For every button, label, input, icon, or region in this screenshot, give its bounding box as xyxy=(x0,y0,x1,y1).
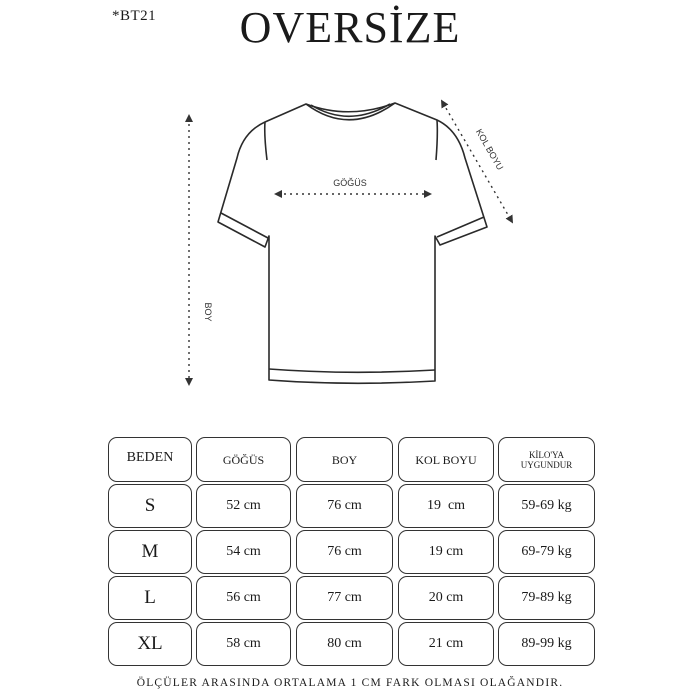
weight-cell xyxy=(498,484,595,528)
weight-cell xyxy=(498,622,595,666)
size-cell xyxy=(108,530,192,574)
header-gogus xyxy=(196,437,291,482)
header-kol-boyu-label: KOL BOYU xyxy=(415,452,477,467)
size-label: L xyxy=(144,587,156,608)
sleeve-cell xyxy=(398,576,494,620)
chest-label: GÖĞÜS xyxy=(333,178,367,188)
length-cell xyxy=(296,622,393,666)
weight-cell xyxy=(498,530,595,574)
size-cell xyxy=(108,576,192,620)
header-boy xyxy=(296,437,393,482)
measurement-note: ÖLÇÜLER ARASINDA ORTALAMA 1 CM FARK OLMASI OLAĞANDIR. xyxy=(136,677,564,689)
header-kilo-line2: UYGUNDUR xyxy=(520,459,573,470)
header-beden-label: BEDEN xyxy=(126,450,174,465)
chest-cell xyxy=(196,622,291,666)
size-label: S xyxy=(144,495,156,516)
length-value: 76 cm xyxy=(327,544,362,559)
length-cell xyxy=(296,484,393,528)
page-title: OVERSİZE xyxy=(239,3,461,52)
length-cell xyxy=(296,576,393,620)
product-code: *BT21 xyxy=(112,8,157,24)
chest-cell xyxy=(196,576,291,620)
sleeve-value: 19 cm xyxy=(428,544,464,559)
size-label: M xyxy=(141,541,159,562)
sleeve-cell xyxy=(398,622,494,666)
chest-value: 58 cm xyxy=(226,636,261,651)
length-value: 76 cm xyxy=(327,498,362,513)
size-label: XL xyxy=(137,633,163,654)
weight-value: 69-79 kg xyxy=(521,544,572,559)
header-beden xyxy=(108,437,192,482)
chest-value: 52 cm xyxy=(226,498,261,513)
chest-value: 54 cm xyxy=(226,544,261,559)
sleeve-cell xyxy=(398,530,494,574)
sleeve-value: 19 cm xyxy=(426,498,466,513)
sleeve-value: 20 cm xyxy=(428,590,464,605)
chest-cell xyxy=(196,484,291,528)
chest-cell xyxy=(196,530,291,574)
weight-value: 59-69 kg xyxy=(521,498,572,513)
length-value: 77 cm xyxy=(327,590,362,605)
weight-cell xyxy=(498,576,595,620)
length-value: 80 cm xyxy=(327,636,362,651)
header-kilo xyxy=(498,437,595,482)
weight-value: 79-89 kg xyxy=(521,590,572,605)
header-gogus-label: GÖĞÜS xyxy=(222,452,265,467)
size-cell xyxy=(108,622,192,666)
sleeve-cell xyxy=(398,484,494,528)
header-kilo-line1: KİLO'YA xyxy=(528,449,565,460)
tshirt-outline xyxy=(218,103,487,383)
sleeve-value: 21 cm xyxy=(428,636,464,651)
weight-value: 89-99 kg xyxy=(521,636,572,651)
size-cell xyxy=(108,484,192,528)
length-label: BOY xyxy=(203,302,213,322)
length-cell xyxy=(296,530,393,574)
header-kol-boyu xyxy=(398,437,494,482)
header-boy-label: BOY xyxy=(331,452,358,467)
sleeve-label: KOL BOYU xyxy=(473,127,506,172)
chest-value: 56 cm xyxy=(226,590,261,605)
